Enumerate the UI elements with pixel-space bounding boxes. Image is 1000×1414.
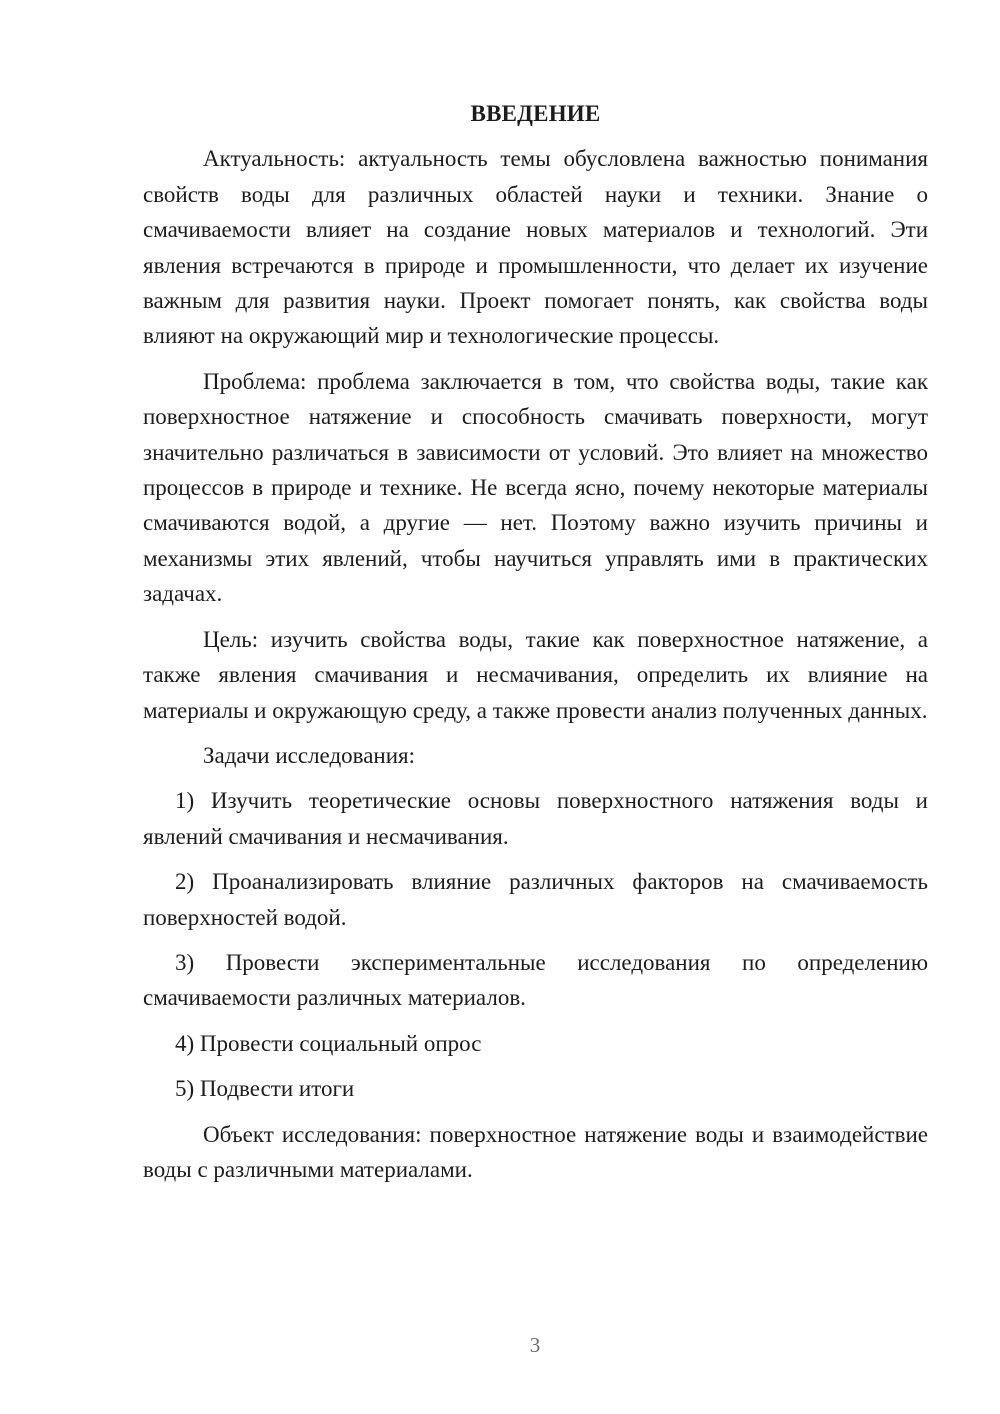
- section-title: ВВЕДЕНИЕ: [470, 101, 601, 126]
- task-item-3: 3) Провести экспериментальные исследования по определению смачиваемости различных материалов.: [143, 949, 928, 1011]
- task-item-5: 5) Подвести итоги: [175, 1076, 355, 1102]
- object-paragraph: Объект исследования: поверхностное натяжение воды и взаимодействие воды с различными материалами.: [143, 1121, 928, 1182]
- page-number: 3: [529, 1333, 541, 1357]
- task-item-4: 4) Провести социальный опрос: [175, 1030, 482, 1056]
- relevance-paragraph: Актуальность: актуальность темы обусловлена важностью понимания свойств воды для различных областей науки и техники. Знание о смачиваемости влияет на создание новых материалов и технологий. Эти явления встречаются в природе и промышленности, что делает их изучение важным для развития науки. Проект помогает понять, как свойства воды влияют на окружающий мир и технологические процессы.: [143, 146, 928, 349]
- page-content: [143, 96, 928, 1197]
- task-item-1: 1) Изучить теоретические основы поверхностного натяжения воды и явлений смачивания и несмачивания.: [143, 788, 928, 849]
- problem-paragraph: Проблема: проблема заключается в том, что свойства воды, такие как поверхностное натяжение и способность смачивать поверхности, могут значительно различаться в зависимости от условий. Это влияет на множество процессов в природе и технике. Не всегда ясно, почему некоторые материалы смачиваются водой, а другие — нет. Поэтому важно изучить причины и механизмы этих явлений, чтобы научиться управлять ими в практических задачах.: [143, 368, 928, 607]
- task-item-2: 2) Проанализировать влияние различных факторов на смачиваемость поверхностей водой.: [143, 869, 928, 930]
- tasks-heading: Задачи исследования:: [203, 742, 416, 768]
- goal-paragraph: Цель: изучить свойства воды, такие как поверхностное натяжение, а также явления смачивания и несмачивания, определить их влияние на материалы и окружающую среду, а также провести анализ полученных данных.: [143, 626, 928, 723]
